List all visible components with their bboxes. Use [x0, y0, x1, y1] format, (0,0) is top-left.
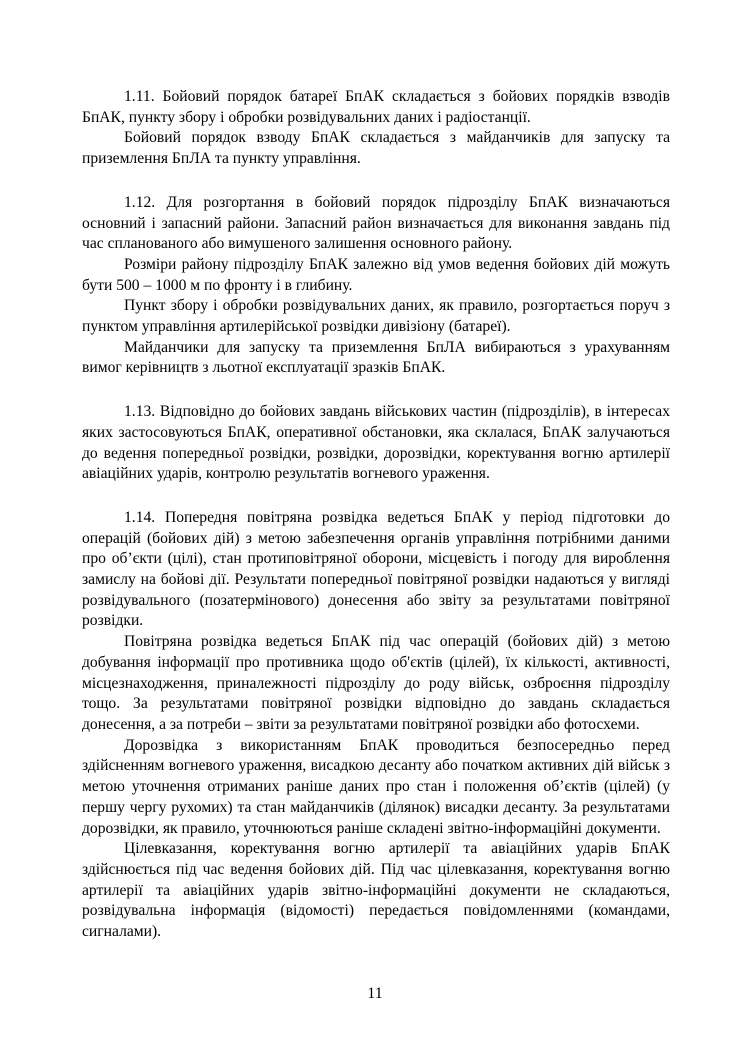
- page-number: 11: [367, 985, 383, 1002]
- paragraph: Майданчики для запуску та приземлення БпЛА вибираються з урахуванням вимог керівництв з льотної експлуатації зразків БпАК.: [82, 338, 670, 377]
- paragraph: 1.14. Попередня повітряна розвідка ведеться БпАК у період підготовки до операцій (бойових дій) з метою забезпечення органів управління потрібними даними про об’єкти (цілі), стан протиповітряної оборони, місцевість і погоду для вироблення замислу на бойові дії. Результати попередньої повітряної розвідки надаються у вигляді розвідувального (позатермінового) донесення або звіту за результатами повітряної розвідки.: [82, 508, 670, 630]
- paragraph: Пункт збору і обробки розвідувальних даних, як правило, розгортається поруч з пунктом управління артилерійської розвідки дивізіону (батареї).: [82, 297, 670, 336]
- section-1-11: [82, 87, 670, 170]
- paragraph: Бойовий порядок взводу БпАК складається з майданчиків для запуску та приземлення БпЛА та пункту управління.: [82, 129, 670, 168]
- section-1-12: [82, 193, 670, 379]
- section-1-13: [82, 402, 670, 485]
- paragraph: Розміри району підрозділу БпАК залежно від умов ведення бойових дій можуть бути 500 – 1000 м по фронту і в глибину.: [82, 255, 670, 294]
- paragraph: Дорозвідка з використанням БпАК проводиться безпосередньо перед здійсненням вогневого ураження, висадкою десанту або початком активних дій військ з метою уточнення отриманих раніше даних про стан і положення об’єктів (цілей) (у першу чергу рухомих) та стан майданчиків (ділянок) висадки десанту. За результатами дорозвідки, як правило, уточнюються раніше складені звітно-інформаційні документи.: [82, 736, 670, 837]
- paragraph: 1.12. Для розгортання в бойовий порядок підрозділу БпАК визначаються основний і запасний райони. Запасний район визначається для виконання завдань під час спланованого або вимушеного залишення основного району.: [82, 193, 670, 253]
- paragraph: 1.13. Відповідно до бойових завдань військових частин (підрозділів), в інтересах яких застосовуються БпАК, оперативної обстановки, яка склалася, БпАК залучаються до ведення попередньої розвідки, розвідки, дорозвідки, коректування вогню артилерії авіаційних ударів, контролю результатів вогневого ураження.: [82, 403, 670, 483]
- document-body: [82, 87, 670, 966]
- section-1-14: [82, 508, 670, 943]
- paragraph: Цілевказання, коректування вогню артилерії та авіаційних ударів БпАК здійснюється під час ведення бойових дій. Під час цілевказання, коректування вогню артилерії та авіаційних ударів звітно-інформаційні документи не складаються, розвідувальна інформація (відомості) передається повідомленнями (командами, сигналами).: [82, 840, 670, 941]
- paragraph: Повітряна розвідка ведеться БпАК під час операцій (бойових дій) з метою добування інформації про противника щодо об'єктів (цілей), їх кількості, активності, місцезнаходження, приналежності підрозділу до роду військ, озброєння підрозділу тощо. За результатами повітряної розвідки відповідно до завдань складається донесення, а за потреби – звіти за результатами повітряної розвідки або фотосхеми.: [82, 633, 670, 733]
- paragraph: 1.11. Бойовий порядок батареї БпАК складається з бойових порядків взводів БпАК, пункту збору і обробки розвідувальних даних і радіостанції.: [82, 88, 670, 126]
